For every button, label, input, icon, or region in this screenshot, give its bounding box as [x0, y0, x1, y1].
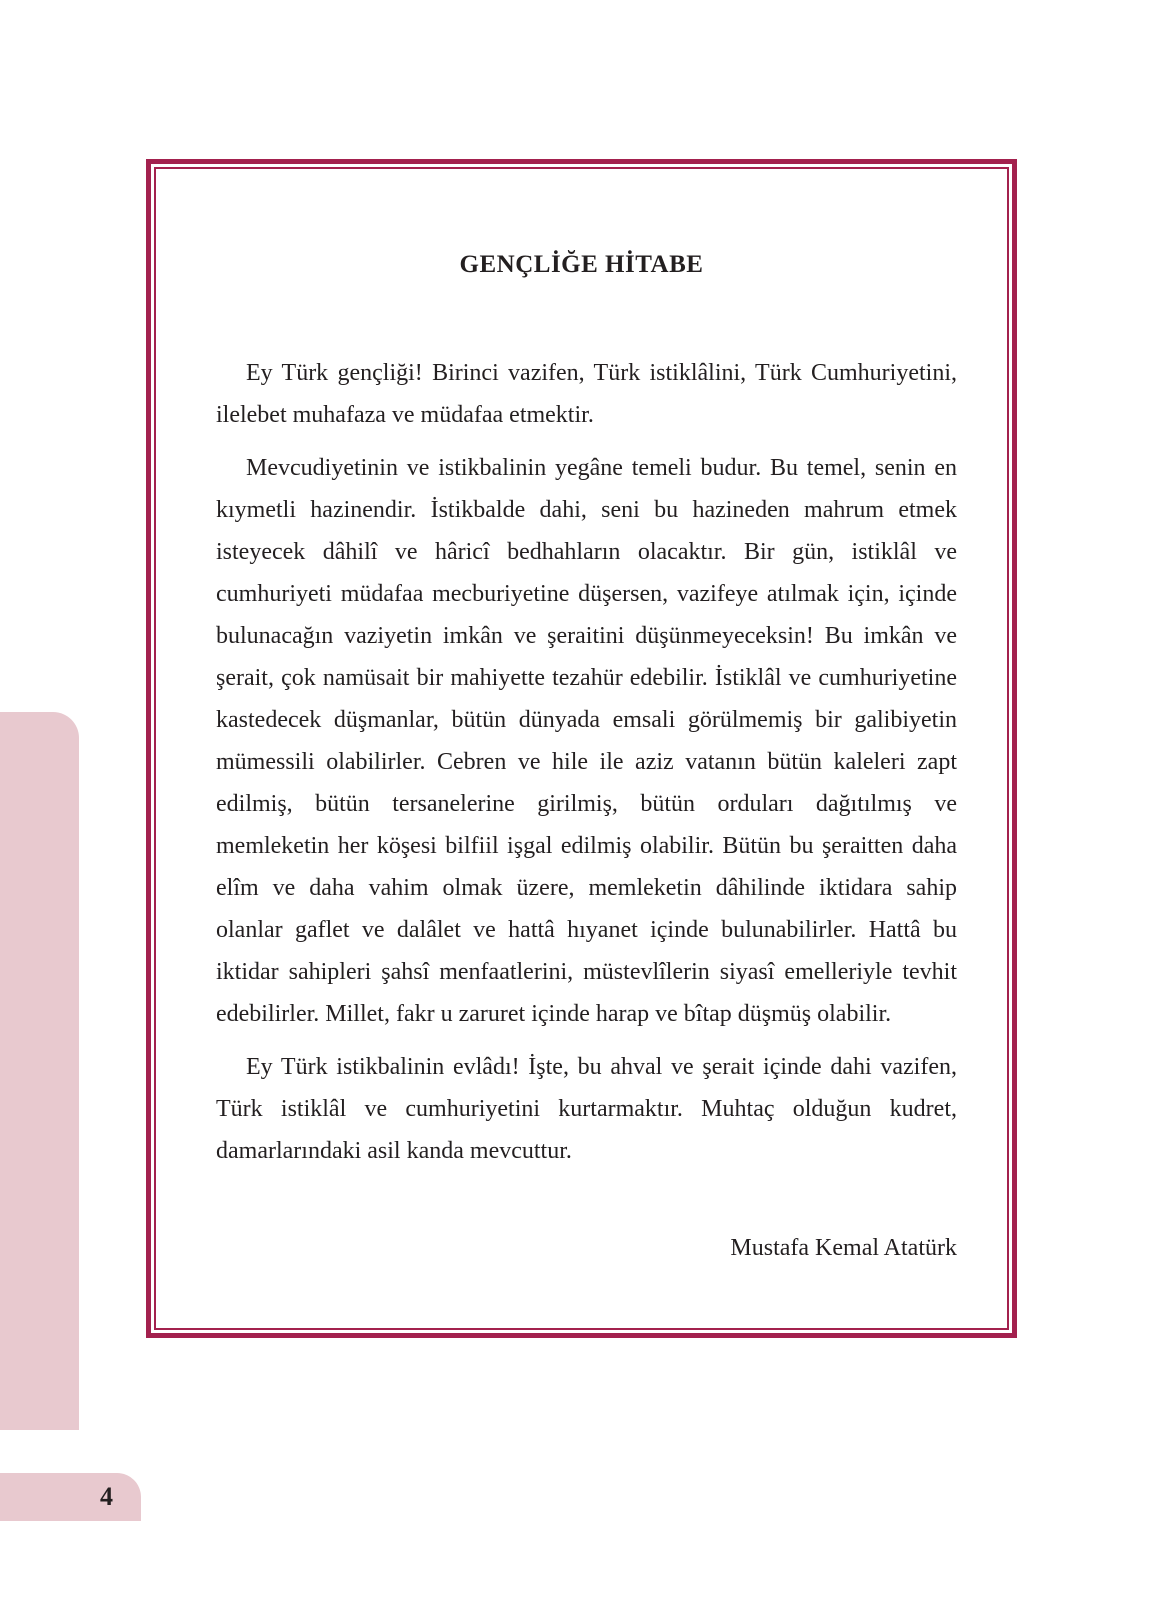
page-number: 4 — [100, 1482, 113, 1511]
document-title: GENÇLİĞE HİTABE — [459, 251, 704, 278]
paragraph-2: Mevcudiyetinin ve istikbalinin yegâne temeli budur. Bu temel, senin en kıymetli hazinendir. İstikbalde dahi, seni bu hazineden mahrum etmek isteyecek dâhilî ve hâricî bedhahların olacaktır. Bir gün, istiklâl ve cumhuriyeti müdafaa mecburiyetine düşersen, vazifeye atılmak için, içinde bulunacağın vaziyetin imkân ve şeraitini düşünmeyeceksin! Bu imkân ve şerait, çok namüsait bir mahiyette tezahür edebilir. İstiklâl ve cumhuriyetine kastedecek düşmanlar, bütün dünyada emsali görülmemiş bir galibiyetin mümessili olabilirler. Cebren ve hile ile aziz vatanın bütün kaleleri zapt edilmiş, bütün tersanelerine girilmiş, bütün orduları dağıtılmış ve memleketin her köşesi bilfiil işgal edilmiş olabilir. Bütün bu şeraitten daha elîm ve daha vahim olmak üzere, memleketin dâhilinde iktidara sahip olanlar gaflet ve dalâlet ve hattâ hıyanet içinde bulunabilirler. Hattâ bu iktidar sahipleri şahsî menfaatlerini, müstevlîlerin siyasî emelleriyle tevhit edebilirler. Millet, fakr u zaruret içinde harap ve bîtap düşmüş olabilir. — [216, 455, 957, 1027]
paragraph-1: Ey Türk gençliği! Birinci vazifen, Türk istiklâlini, Türk Cumhuriyetini, ilelebet muhafaza ve müdafaa etmektir. — [216, 360, 957, 428]
page-number-tab — [0, 1473, 141, 1521]
paragraph-3: Ey Türk istikbalinin evlâdı! İşte, bu ahval ve şerait içinde dahi vazifen, Türk istiklâl ve cumhuriyetini kurtarmaktır. Muhtaç olduğun kudret, damarlarındaki asil kanda mevcuttur. — [216, 1054, 957, 1164]
side-margin-tab — [0, 712, 79, 1430]
signature: Mustafa Kemal Atatürk — [730, 1235, 957, 1261]
body-text — [216, 352, 957, 1183]
